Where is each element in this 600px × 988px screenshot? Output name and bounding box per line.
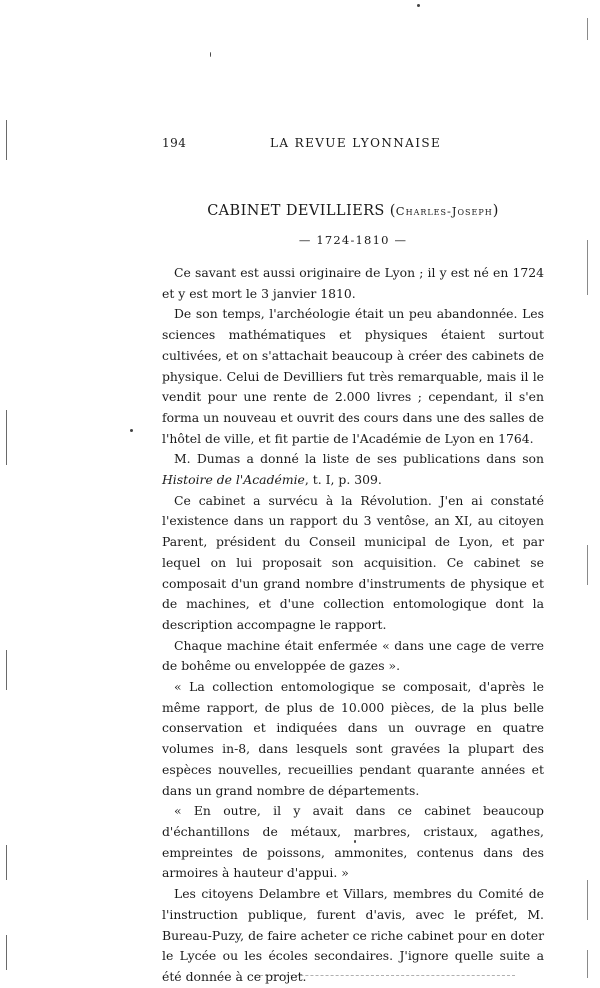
paragraph: Les citoyens Delambre et Villars, membres du Comité de l'instruction publique, furent d'avis, avec le préfet, M. Bureau-Puzy, de faire acheter ce riche cabinet pour en doter le Lycée ou les écoles secondaires. J'ignore quelle suite a été donnée à ce projet.	[162, 886, 544, 984]
paragraph	[162, 449, 544, 490]
scan-edge-right	[587, 880, 588, 920]
body-text	[162, 263, 544, 988]
paragraph-text: , t. I, p. 309.	[304, 472, 382, 488]
paragraph: « La collection entomologique se composait, d'après le même rapport, de plus de 10.000 pièces, de la plus belle conservation et indiquées dans un ouvrage en quatre volumes in-8, dans lesquels sont gravées la plupart des espèces nouvelles, recueillies pendant quarante années et dans un grand nombre de départements.	[162, 679, 544, 798]
scan-speck	[130, 429, 133, 432]
scan-edge-right	[587, 950, 588, 978]
scan-edge-left	[6, 410, 7, 465]
scan-speck	[210, 52, 211, 57]
section-title-close: )	[492, 203, 499, 219]
section-title-main: CABINET DEVILLIERS (	[207, 203, 396, 219]
scan-edge-left	[6, 935, 7, 970]
page-number: 194	[162, 136, 187, 150]
scan-edge-right	[587, 240, 588, 295]
book-title: Histoire de l'Académie	[162, 472, 305, 488]
running-title: LA REVUE LYONNAISE	[270, 136, 442, 150]
section-title-smallcaps: Charles-Joseph	[395, 204, 493, 218]
paragraph: Ce savant est aussi originaire de Lyon ; il y est né en 1724 et y est mort le 3 janvier 1810.	[162, 265, 544, 301]
scan-edge-left	[6, 120, 7, 160]
scan-edge-right	[587, 18, 588, 40]
running-header	[162, 136, 544, 154]
scan-edge-right	[587, 545, 588, 585]
scan-edge-left	[6, 650, 7, 690]
paragraph: « En outre, il y avait dans ce cabinet beaucoup d'échantillons de métaux, marbres, cristaux, agathes, empreintes de poissons, ammonites, contenus dans des armoires à hauteur d'appui. »	[162, 803, 544, 881]
section-title	[162, 203, 544, 219]
paragraph: Ce cabinet a survécu à la Révolution. J'en ai constaté l'existence dans un rapport du 3 ventôse, an XI, au citoyen Parent, président du Conseil municipal de Lyon, et par lequel on lui proposait son acquisition. Ce cabinet se composait d'un grand nombre d'instruments de physique et de machines, et d'une collection entomologique dont la description accompagne le rapport.	[162, 492, 544, 632]
section-dates: — 1724-1810 —	[298, 233, 408, 247]
paragraph: De son temps, l'archéologie était un peu abandonnée. Les sciences mathématiques et physiques étaient surtout cultivées, et on s'attachait beaucoup à créer des cabinets de physique. Celui de Devilliers fut très remarquable, mais il le vendit pour une rente de 2.000 livres ; cependant, il s'en forma un nouveau et ouvrit des cours dans une des salles de l'hôtel de ville, et fit partie de l'Académie de Lyon en 1764.	[162, 306, 544, 446]
scan-speck	[417, 4, 420, 7]
paragraph-text: M. Dumas a donné la liste de ses publications dans son	[174, 451, 544, 467]
paragraph: Chaque machine était enfermée « dans une cage de verre de bohême ou enveloppée de gazes ».	[162, 637, 544, 674]
scan-edge-left	[6, 845, 7, 880]
